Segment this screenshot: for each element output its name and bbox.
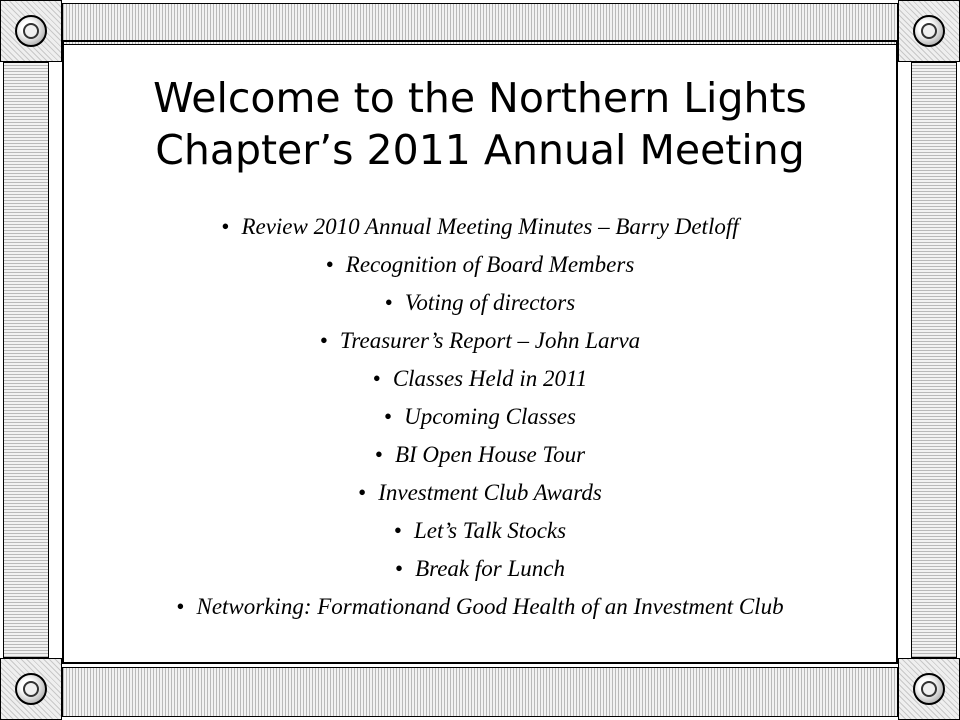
agenda-item-text: Treasurer’s Report – John Larva: [339, 328, 641, 353]
frame-inner-line-bottom: [62, 662, 898, 664]
frame-top-bar: [62, 3, 898, 45]
frame-corner-bottom-right: [898, 658, 960, 720]
slide-title-line-1: Welcome to the Northern Lights: [153, 74, 807, 122]
agenda-item: [66, 398, 894, 436]
slide-title-line-2: Chapter’s 2011 Annual Meeting: [155, 126, 805, 174]
corner-knob-icon: [15, 673, 47, 705]
agenda-item-text: Upcoming Classes: [404, 404, 576, 429]
agenda-item-text: Recognition of Board Members: [345, 252, 635, 277]
bullet-icon: •: [374, 442, 383, 467]
agenda-item-text: Networking: Formationand Good Health of an Investment Club: [196, 594, 784, 619]
agenda-item: [66, 284, 894, 322]
agenda-item-text: Break for Lunch: [415, 556, 565, 581]
frame-corner-bottom-left: [0, 658, 62, 720]
bullet-icon: •: [372, 366, 381, 391]
frame-corner-top-right: [898, 0, 960, 62]
agenda-item: [66, 588, 894, 626]
bullet-icon: •: [384, 404, 393, 429]
slide-title: [70, 72, 890, 176]
bullet-icon: •: [393, 518, 402, 543]
agenda-item: [66, 208, 894, 246]
bullet-icon: •: [319, 328, 328, 353]
agenda-item: [66, 474, 894, 512]
agenda-list: [66, 208, 894, 626]
bullet-icon: •: [221, 214, 230, 239]
frame-bottom-bar: [62, 667, 898, 717]
agenda-item: [66, 512, 894, 550]
bullet-icon: •: [325, 252, 334, 277]
agenda-item-text: Investment Club Awards: [378, 480, 602, 505]
agenda-item-text: Classes Held in 2011: [392, 366, 588, 391]
frame-inner-line-top: [62, 40, 898, 42]
agenda-item: [66, 550, 894, 588]
agenda-item-text: Review 2010 Annual Meeting Minutes – Barry Detloff: [241, 214, 739, 239]
bullet-icon: •: [176, 594, 185, 619]
bullet-icon: •: [384, 290, 393, 315]
bullet-icon: •: [395, 556, 404, 581]
agenda-item: [66, 322, 894, 360]
frame-inner-line-right: [896, 40, 898, 664]
frame-inner-line-left: [62, 40, 64, 664]
bullet-icon: •: [358, 480, 367, 505]
agenda-item: [66, 246, 894, 284]
agenda-item: [66, 360, 894, 398]
frame-right-bar: [911, 62, 957, 658]
corner-knob-icon: [913, 673, 945, 705]
frame-left-bar: [3, 62, 49, 658]
agenda-item: [66, 436, 894, 474]
agenda-item-text: Voting of directors: [404, 290, 576, 315]
frame-corner-top-left: [0, 0, 62, 62]
corner-knob-icon: [15, 15, 47, 47]
agenda-item-text: BI Open House Tour: [394, 442, 586, 467]
corner-knob-icon: [913, 15, 945, 47]
agenda-item-text: Let’s Talk Stocks: [413, 518, 567, 543]
